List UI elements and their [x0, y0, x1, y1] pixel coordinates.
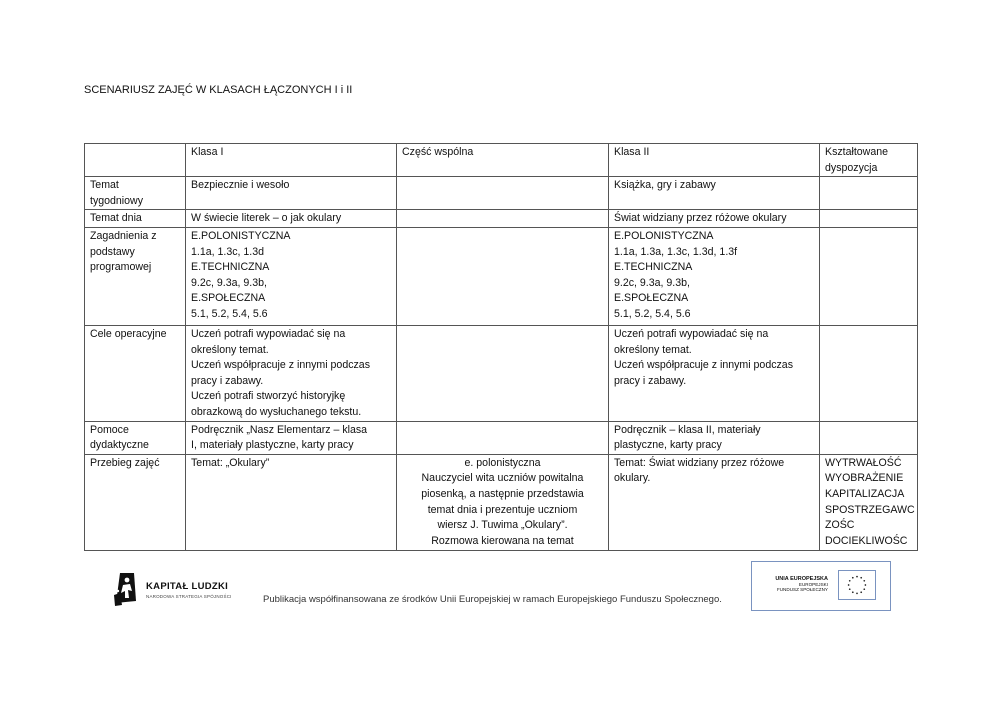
cell-text-line: 9.2c, 9.3a, 9.3b, — [191, 276, 267, 289]
cell-text-line: Podręcznik „Nasz Elementarz – klasa — [191, 423, 368, 436]
row-label-cell — [85, 227, 186, 325]
czesc-wspolna-cell — [397, 177, 609, 210]
cell-text-line: 5.1, 5.2, 5.4, 5.6 — [614, 307, 691, 320]
cell-text-line: E.SPOŁECZNA — [614, 292, 689, 305]
cell-text-line: dydaktyczne — [90, 439, 149, 452]
cell-text-line: okulary. — [614, 472, 651, 485]
cell-text-line: 9.2c, 9.3a, 9.3b, — [614, 276, 690, 289]
table-body — [85, 177, 918, 551]
eu-star — [865, 584, 867, 586]
cell-text-line: SPOSTRZEGAWC — [825, 503, 915, 516]
header-cell-klasa-1: Klasa I — [186, 144, 397, 177]
funding-caption: Publikacja współfinansowana ze środków Unii Europejskiej w ramach Europejskiego Funduszu Społecznego. — [263, 594, 722, 605]
klasa-2-cell — [609, 177, 820, 210]
cell-text-line: 1.1a, 1.3a, 1.3c, 1.3d, 1.3f — [614, 245, 738, 258]
klasa-1-cell — [186, 325, 397, 421]
row-label-cell — [85, 177, 186, 210]
cell-text-line: I, materiały plastyczne, karty pracy — [191, 439, 354, 452]
klasa-2-cell — [609, 325, 820, 421]
cell-text-line: Książka, gry i zabawy — [614, 179, 716, 192]
cell-text-line: e. polonistyczna — [464, 456, 541, 469]
czesc-wspolna-cell — [397, 421, 609, 454]
klasa-2-cell — [609, 454, 820, 550]
dyspozycje-cell — [820, 177, 918, 210]
cell-text-line: Uczeń współpracuje z innymi podczas — [191, 359, 370, 372]
eu-star — [856, 576, 858, 578]
cell-text-line: WYTRWAŁOŚĆ — [825, 456, 902, 469]
cell-text-line: Nauczyciel wita uczniów powitalna — [421, 472, 584, 485]
cell-text-line: E.SPOŁECZNA — [191, 292, 266, 305]
cell-text-line: tygodniowy — [90, 194, 143, 207]
row-label-cell — [85, 421, 186, 454]
cell-text-line: temat dnia i prezentuje uczniom — [427, 503, 578, 516]
dyspozycje-cell — [820, 454, 918, 550]
eu-star — [848, 584, 850, 586]
eu-star — [852, 591, 854, 593]
klasa-1-cell — [186, 210, 397, 228]
cell-text-line: określony temat. — [614, 343, 692, 356]
cell-text-line: Uczeń współpracuje z innymi podczas — [614, 359, 793, 372]
czesc-wspolna-cell — [397, 227, 609, 325]
dyspozycje-cell — [820, 325, 918, 421]
cell-text-line: KAPITALIZACJA — [825, 487, 905, 500]
header-cell-klasa-2: Klasa II — [609, 144, 820, 177]
cell-text-line: ZOŚC — [825, 519, 855, 532]
cell-text-line: Zagadnienia z — [90, 229, 157, 242]
klasa-1-cell — [186, 177, 397, 210]
cell-text-line: Temat: Świat widziany przez różowe — [614, 456, 785, 469]
klasa-2-cell — [609, 421, 820, 454]
eu-line-2: EUROPEJSKI — [798, 582, 828, 587]
cell-text-line: Temat dnia — [90, 212, 142, 225]
scenario-table — [84, 143, 918, 551]
table-row — [85, 210, 918, 228]
dyspozycje-cell — [820, 210, 918, 228]
cell-text-line: W świecie literek – o jak okulary — [191, 212, 342, 225]
eu-star — [860, 591, 862, 593]
eu-line-3: FUNDUSZ SPOŁECZNY — [776, 587, 828, 592]
header-cell-empty — [85, 144, 186, 177]
eu-stars-flag-icon — [838, 570, 876, 600]
czesc-wspolna-cell — [397, 325, 609, 421]
cell-text-line: Uczeń potrafi stworzyć historyjkę — [191, 390, 346, 403]
cell-text-line: E.POLONISTYCZNA — [614, 229, 714, 242]
cell-text-line: plastyczne, karty pracy — [614, 439, 722, 452]
klasa-2-cell — [609, 227, 820, 325]
klasa-1-cell — [186, 227, 397, 325]
klasa-1-cell — [186, 454, 397, 550]
cell-text-line: E.POLONISTYCZNA — [191, 229, 291, 242]
kapital-ludzki-logo — [112, 571, 252, 607]
cell-text-line: wiersz J. Tuwima „Okulary”. — [437, 519, 568, 532]
header-cell-dyspozycje: Kształtowane dyspozycja — [820, 144, 918, 177]
czesc-wspolna-cell — [397, 454, 609, 550]
cell-text-line: 5.1, 5.2, 5.4, 5.6 — [191, 307, 268, 320]
cell-text-line: E.TECHNICZNA — [614, 261, 693, 274]
cell-text-line: podstawy — [90, 245, 135, 258]
cell-text-line: Cele operacyjne — [90, 327, 167, 340]
cell-text-line: piosenką, a następnie przedstawia — [421, 487, 584, 500]
cell-text-line: Uczeń potrafi wypowiadać się na — [614, 327, 769, 340]
row-label-cell — [85, 325, 186, 421]
kapital-ludzki-subtitle: NARODOWA STRATEGIA SPÓJNOŚCI — [146, 594, 232, 599]
eu-logo-text — [775, 576, 828, 592]
cell-text-line: Bezpiecznie i wesoło — [191, 179, 290, 192]
cell-text-line: programowej — [90, 261, 152, 274]
table-header-row — [85, 144, 918, 177]
cell-text-line: pracy i zabawy. — [614, 374, 687, 387]
eu-star — [849, 580, 851, 582]
table-row — [85, 454, 918, 550]
eu-star — [849, 588, 851, 590]
dyspozycje-cell — [820, 227, 918, 325]
czesc-wspolna-cell — [397, 210, 609, 228]
eu-star — [860, 577, 862, 579]
cell-text-line: określony temat. — [191, 343, 269, 356]
cell-text-line: Przebieg zajęć — [90, 456, 160, 469]
row-label-cell — [85, 210, 186, 228]
table-row — [85, 325, 918, 421]
cell-text-line: Podręcznik – klasa II, materiały — [614, 423, 761, 436]
eu-star — [856, 593, 858, 595]
klasa-2-cell — [609, 210, 820, 228]
cell-text-line: DOCIEKLIWOŚC — [825, 534, 908, 547]
cell-text-line: pracy i zabawy. — [191, 374, 264, 387]
cell-text-line: Temat: „Okulary” — [191, 456, 270, 469]
document-title: SCENARIUSZ ZAJĘĆ W KLASACH ŁĄCZONYCH I i II — [84, 84, 353, 96]
cell-text-line: Temat — [90, 179, 119, 192]
cell-text-line: 1.1a, 1.3c, 1.3d — [191, 245, 265, 258]
kapital-ludzki-figure-icon — [112, 571, 140, 607]
table-row — [85, 421, 918, 454]
cell-text-line: E.TECHNICZNA — [191, 261, 270, 274]
eu-star — [863, 580, 865, 582]
table-row — [85, 177, 918, 210]
cell-text-line: Uczeń potrafi wypowiadać się na — [191, 327, 346, 340]
row-label-cell — [85, 454, 186, 550]
cell-text-line: WYOBRAŻENIE — [825, 472, 904, 485]
eu-logo — [751, 561, 891, 611]
table-row — [85, 227, 918, 325]
cell-text-line: obrazkową do wysłuchanego tekstu. — [191, 405, 362, 418]
dyspozycje-cell — [820, 421, 918, 454]
eu-line-1: UNIA EUROPEJSKA — [775, 576, 828, 582]
cell-text-line: Świat widziany przez różowe okulary — [614, 212, 787, 225]
kapital-ludzki-name: KAPITAŁ LUDZKI — [146, 581, 229, 592]
eu-star — [863, 588, 865, 590]
cell-text-line: Rozmowa kierowana na temat — [431, 534, 574, 547]
klasa-1-cell — [186, 421, 397, 454]
header-cell-czesc-wspolna: Część wspólna — [397, 144, 609, 177]
cell-text-line: Pomoce — [90, 423, 129, 436]
eu-star — [852, 577, 854, 579]
